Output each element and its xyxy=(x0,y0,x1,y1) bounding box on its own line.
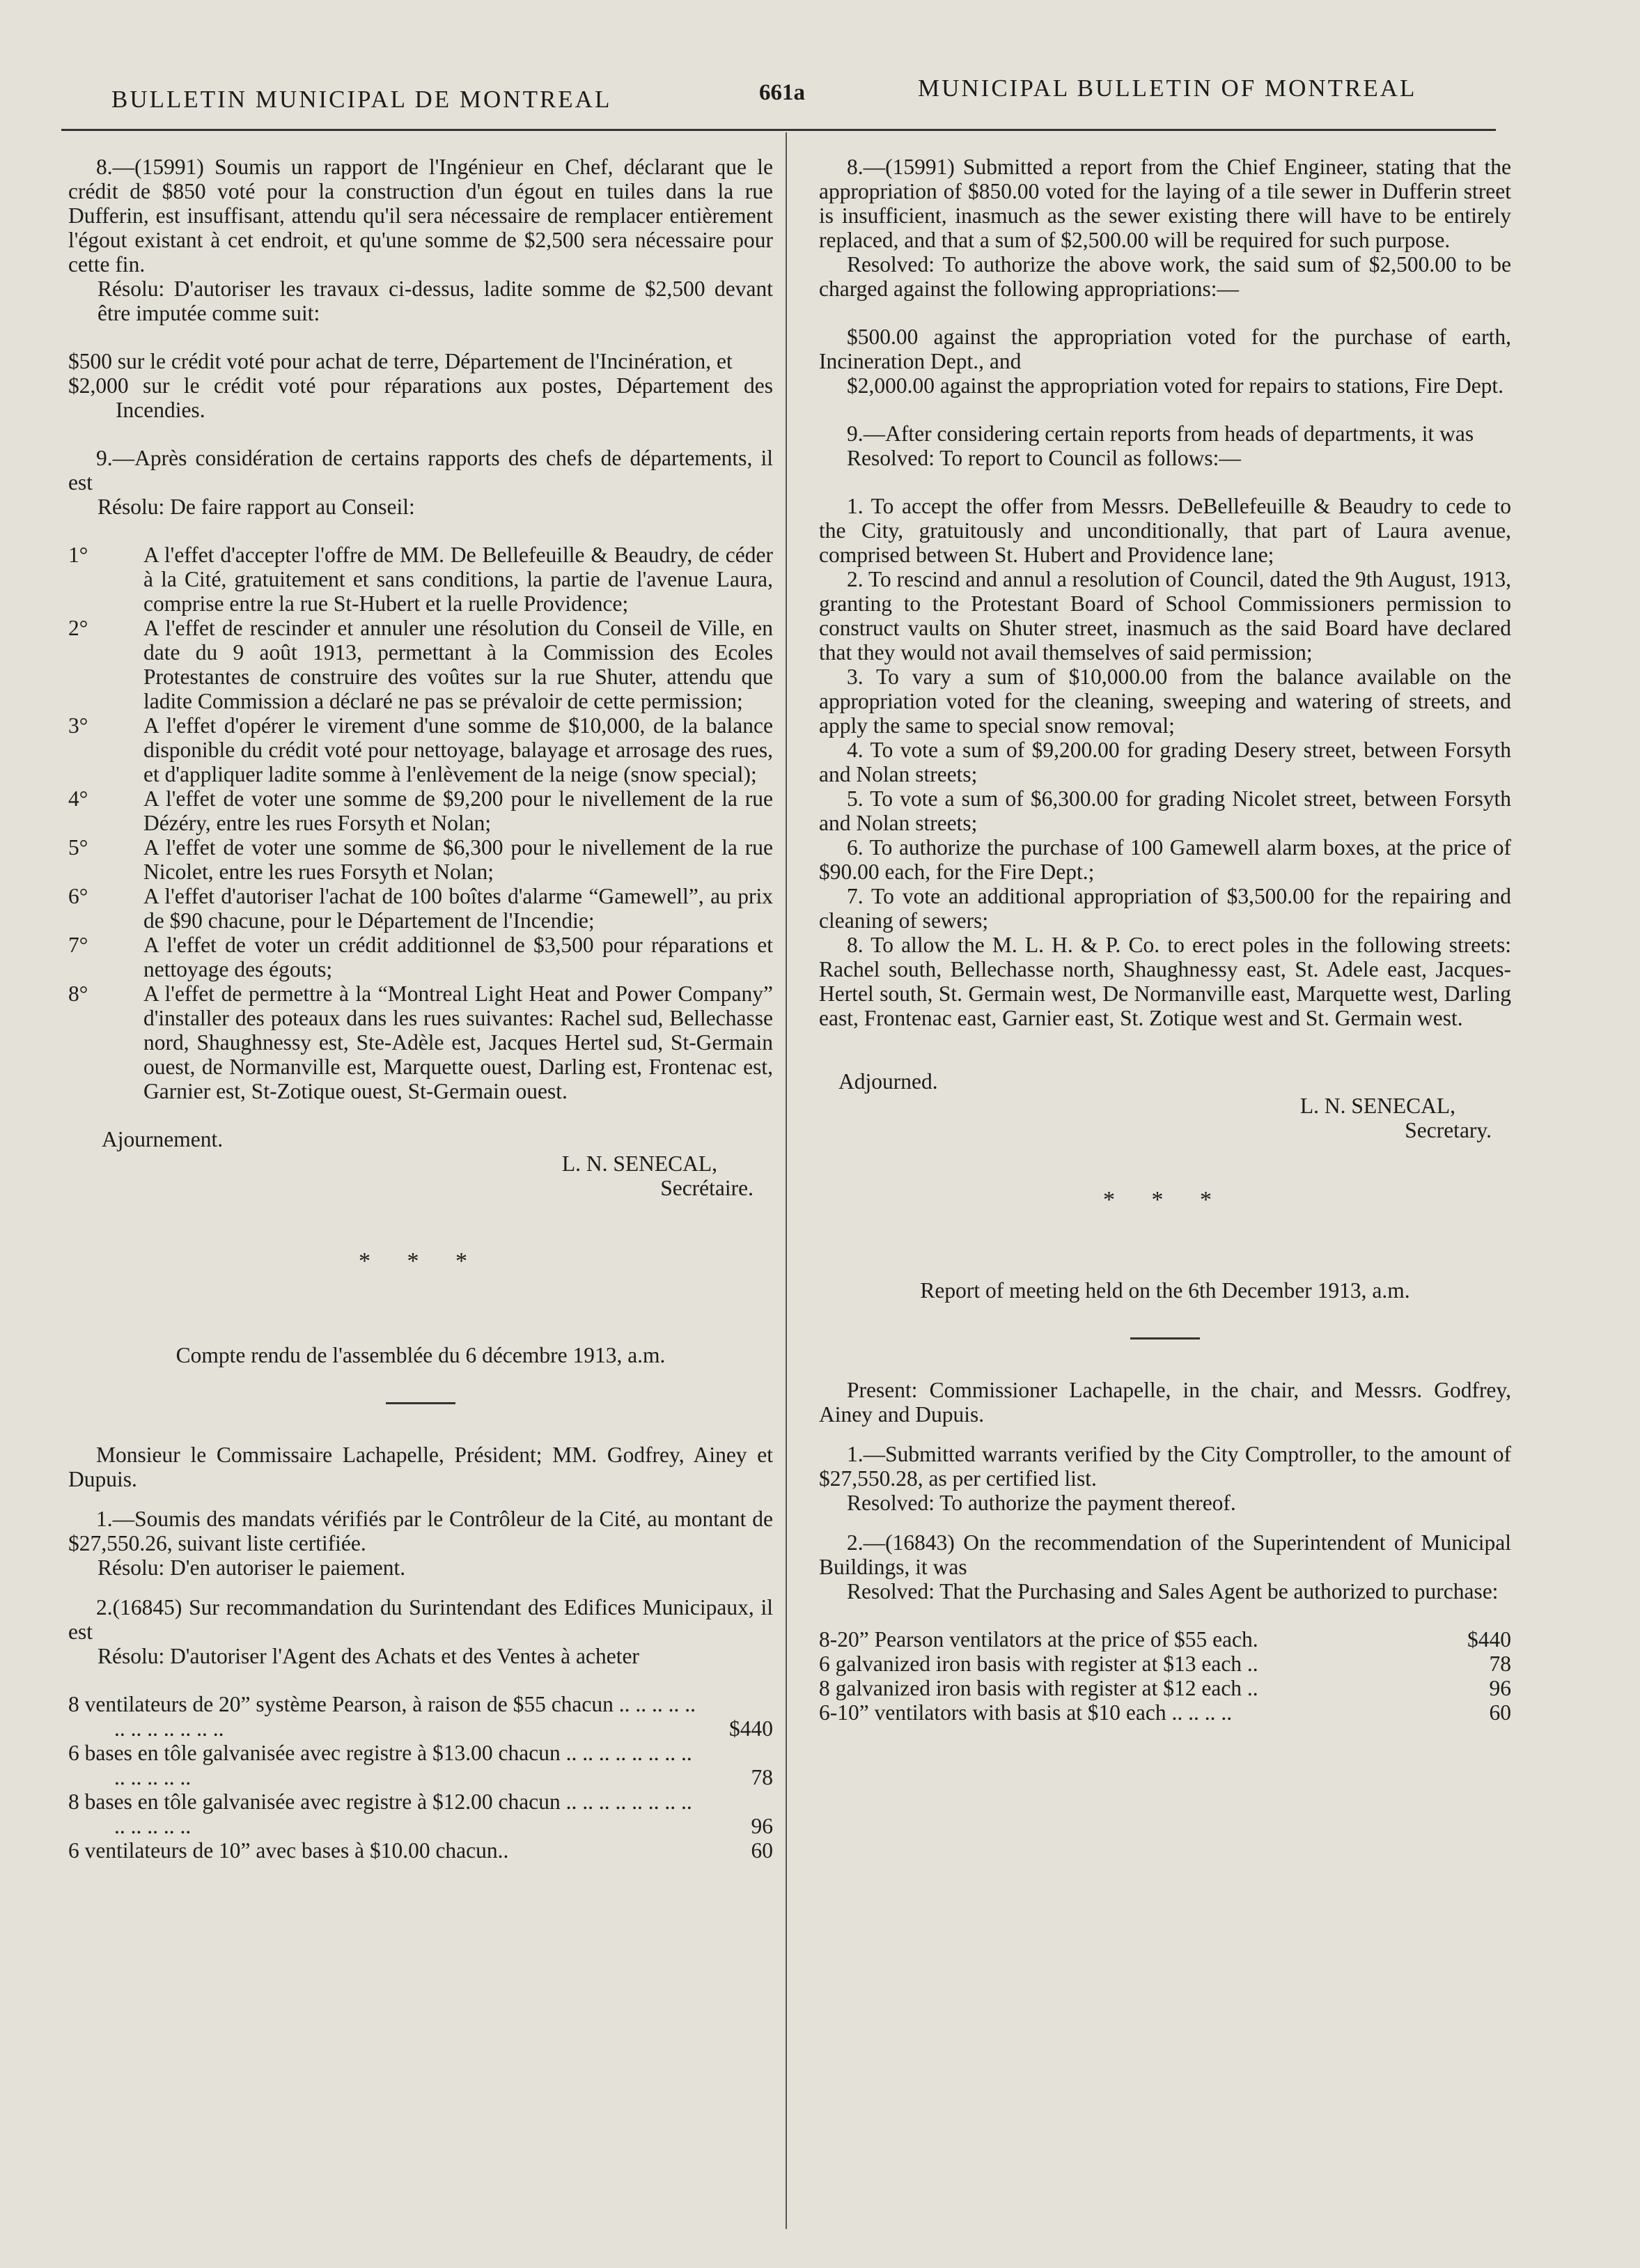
fr-list-text: A l'effet de permettre à la “Montreal Light Heat and Power Company” d'installer des poteaux dans les rues suivantes: Rachel sud, Bellechasse nord, Shaughnessy est, Ste-Adèle est, Jacques Hertel sud, St-Germain ouest, de Normanville est, Marquette ouest, Darling est, Frontenac est, Garnier est, St-Zotique ouest, St-Germain ouest. xyxy=(143,981,773,1103)
fr-purchase-desc: 8 bases en tôle galvanisée avec registre à $12.00 chacun .. .. .. .. .. .. .. .. .. .. .. .. .. xyxy=(68,1789,692,1838)
en-purchase-row xyxy=(819,1652,1511,1676)
fr-purchase-row xyxy=(68,1741,773,1789)
en-item8-resolved: Resolved: To authorize the above work, the said sum of $2,500.00 to be charged against the following appropriations:— xyxy=(819,252,1511,301)
en-purchase-desc: 6 galvanized iron basis with register at $13 each .. xyxy=(819,1652,1258,1676)
fr-purchase-amount: 60 xyxy=(751,1838,773,1863)
fr-purchase-row xyxy=(68,1789,773,1838)
en-list-item: 3. To vary a sum of $10,000.00 from the balance available on the appropriation voted for the cleaning, sweeping and watering of streets, and apply the same to special snow removal; xyxy=(819,665,1511,738)
fr-list-item xyxy=(68,713,773,786)
fr-item8-text: 8.—(15991) Soumis un rapport de l'Ingénieur en Chef, déclarant que le crédit de $850 voté pour la construction d'un égout en tuiles dans la rue Dufferin, est insuffisant, attendu qu'il sera nécessaire de remplacer entièrement l'égout existant à cet endroit, et qu'une somme de $2,500 sera nécessaire pour cette fin. xyxy=(68,155,773,277)
fr-m1-resolu: Résolu: D'en autoriser le paiement. xyxy=(97,1555,406,1580)
header-title-en: MUNICIPAL BULLETIN OF MONTREAL xyxy=(918,75,1417,102)
fr-list-num: 7° xyxy=(68,933,88,957)
fr-list-item xyxy=(68,884,773,933)
fr-list-text: A l'effet de rescinder et annuler une résolution du Conseil de Ville, en date du 9 août 1913, permettant à la Commission des Ecoles Protestantes de construire des voûtes sur la rue Shuter, attendu que ladite Commission a déclaré ne pas se prévaloir de cette permission; xyxy=(143,616,773,713)
fr-adjourn: Ajournement. xyxy=(102,1127,224,1151)
fr-purchase-desc: 8 ventilateurs de 20” système Pearson, à raison de $55 chacun .. .. .. .. .. .. .. .. .. .. .. .. xyxy=(68,1692,696,1741)
en-item9-text: 9.—After considering certain reports from heads of departments, it was xyxy=(847,421,1474,446)
fr-list-text: A l'effet d'accepter l'offre de MM. De Bellefeuille & Beaudry, de céder à la Cité, gratuitement et sans conditions, la partie de l'avenue Laura, comprise entre la rue St-Hubert et la ruelle Providence; xyxy=(143,543,773,616)
fr-alloc-2: $2,000 sur le crédit voté pour réparations aux postes, Département des Incendies. xyxy=(68,373,773,422)
en-list-item: 7. To vote an additional appropriation of $3,500.00 for the repairing and cleaning of sewers; xyxy=(819,884,1511,933)
en-alloc-1: $500.00 against the appropriation voted for the purchase of earth, Incineration Dept., and xyxy=(819,325,1511,373)
en-stars: * * * xyxy=(1103,1187,1227,1213)
column-english xyxy=(819,155,1511,1725)
en-item9-resolved: Resolved: To report to Council as follows:— xyxy=(847,446,1241,470)
fr-list-text: A l'effet de voter une somme de $6,300 pour le nivellement de la rue Nicolet, entre les rues Forsyth et Nolan; xyxy=(143,835,773,884)
fr-list-num: 8° xyxy=(68,981,88,1006)
en-list-item: 2. To rescind and annul a resolution of Council, dated the 9th August, 1913, granting to the Protestant Board of School Commissioners permission to construct vaults on Shuter street, inasmuch as the said Board have declared that they would not avail themselves of said permission; xyxy=(819,567,1511,665)
en-m2-text: 2.—(16843) On the recommendation of the Superintendent of Municipal Buildings, it was xyxy=(819,1530,1511,1579)
fr-purchase-desc: 6 ventilateurs de 10” avec bases à $10.00 chacun.. xyxy=(68,1838,509,1863)
fr-present: Monsieur le Commissaire Lachapelle, Président; MM. Godfrey, Ainey et Dupuis. xyxy=(68,1443,773,1491)
page-number: 661a xyxy=(759,80,805,105)
fr-meeting-title: Compte rendu de l'assemblée du 6 décembre 1913, a.m. xyxy=(175,1343,666,1367)
header-title-fr: BULLETIN MUNICIPAL DE MONTREAL xyxy=(111,86,612,113)
en-purchase-desc: 8-20” Pearson ventilators at the price of $55 each. xyxy=(819,1627,1258,1652)
en-item8-text: 8.—(15991) Submitted a report from the Chief Engineer, stating that the appropriation of $850.00 voted for the laying of a tile sewer in Dufferin street is insufficient, inasmuch as the sewer existing there will have to be entirely replaced, and that a sum of $2,500.00 will be required for such purpose. xyxy=(819,155,1511,252)
fr-list-item xyxy=(68,981,773,1103)
en-purchase-row xyxy=(819,1676,1511,1700)
fr-signer-title: Secrétaire. xyxy=(660,1176,753,1200)
en-alloc-2: $2,000.00 against the appropriation voted for repairs to stations, Fire Dept. xyxy=(847,373,1504,398)
header-rule xyxy=(61,129,1496,131)
en-m2-resolved: Resolved: That the Purchasing and Sales Agent be authorized to purchase: xyxy=(847,1579,1499,1603)
en-purchase-desc: 6-10” ventilators with basis at $10 each .. .. .. .. xyxy=(819,1700,1233,1725)
fr-signer-name: L. N. SENECAL, xyxy=(561,1151,717,1176)
en-list-item: 8. To allow the M. L. H. & P. Co. to erect poles in the following streets: Rachel south, Bellechasse north, Shaughnessy east, St. Adele east, Jacques-Hertel south, St. Germain west, De Normanville east, Marquette west, Darling east, Frontenac east, Garnier east, St. Zotique west and St. Germain west. xyxy=(819,933,1511,1030)
fr-purchase-desc: 6 bases en tôle galvanisée avec registre à $13.00 chacun .. .. .. .. .. .. .. .. .. .. .. .. .. xyxy=(68,1741,692,1789)
column-divider xyxy=(786,132,787,2229)
en-purchase-row xyxy=(819,1627,1511,1652)
page-header xyxy=(0,66,1640,129)
column-french xyxy=(68,155,773,1863)
fr-list-item xyxy=(68,933,773,981)
fr-purchase-amount: 96 xyxy=(751,1814,773,1838)
fr-item8-resolu: Résolu: D'autoriser les travaux ci-dessus, ladite somme de $2,500 devant être imputée comme suit: xyxy=(97,277,773,325)
fr-list-item xyxy=(68,616,773,713)
fr-signature xyxy=(68,1151,773,1200)
fr-list-num: 4° xyxy=(68,786,88,811)
en-signer-title: Secretary. xyxy=(1405,1118,1492,1142)
en-purchase-amount: 60 xyxy=(1489,1700,1511,1725)
fr-alloc-1: $500 sur le crédit voté pour achat de terre, Département de l'Incinération, et xyxy=(68,349,733,373)
en-signature xyxy=(819,1094,1511,1142)
fr-stars: * * * xyxy=(359,1248,483,1274)
fr-list-num: 3° xyxy=(68,713,88,738)
fr-list-num: 1° xyxy=(68,543,88,567)
fr-purchase-amount: 78 xyxy=(751,1765,773,1789)
en-purchase-amount: 96 xyxy=(1489,1676,1511,1700)
fr-list-item xyxy=(68,786,773,835)
en-purchase-amount: $440 xyxy=(1467,1627,1511,1652)
en-adjourn: Adjourned. xyxy=(838,1069,938,1094)
en-m1-text: 1.—Submitted warrants verified by the City Comptroller, to the amount of $27,550.28, as per certified list. xyxy=(819,1442,1511,1491)
fr-list-num: 6° xyxy=(68,884,88,908)
en-list-item: 6. To authorize the purchase of 100 Gamewell alarm boxes, at the price of $90.00 each, for the Fire Dept.; xyxy=(819,835,1511,884)
fr-purchase-amount: $440 xyxy=(729,1716,773,1741)
en-purchase-row xyxy=(819,1700,1511,1725)
fr-list-item xyxy=(68,835,773,884)
en-list-item: 1. To accept the offer from Messrs. DeBellefeuille & Beaudry to cede to the City, gratuitously and unconditionally, that part of Laura avenue, comprised between St. Hubert and Providence lane; xyxy=(819,494,1511,567)
en-signer-name: L. N. SENECAL, xyxy=(1299,1094,1455,1118)
en-m1-resolved: Resolved: To authorize the payment thereof. xyxy=(847,1491,1236,1515)
fr-list-text: A l'effet de voter un crédit additionnel de $3,500 pour réparations et nettoyage des égouts; xyxy=(143,933,773,981)
en-purchase-desc: 8 galvanized iron basis with register at $12 each .. xyxy=(819,1676,1258,1700)
fr-list-text: A l'effet d'opérer le virement d'une somme de $10,000, de la balance disponible du crédit voté pour nettoyage, balayage et arrosage des rues, et d'appliquer ladite somme à l'enlèvement de la neige (snow special); xyxy=(143,713,773,786)
fr-list-item xyxy=(68,543,773,616)
en-list-item: 5. To vote a sum of $6,300.00 for grading Nicolet street, between Forsyth and Nolan streets; xyxy=(819,786,1511,835)
fr-item9-text: 9.—Après considération de certains rapports des chefs de départements, il est xyxy=(68,446,773,495)
fr-m2-resolu: Résolu: D'autoriser l'Agent des Achats et des Ventes à acheter xyxy=(97,1644,639,1668)
fr-m2-text: 2.(16845) Sur recommandation du Surintendant des Edifices Municipaux, il est xyxy=(68,1595,773,1644)
en-meeting-title: Report of meeting held on the 6th December 1913, a.m. xyxy=(920,1278,1410,1303)
en-present: Present: Commissioner Lachapelle, in the chair, and Messrs. Godfrey, Ainey and Dupuis. xyxy=(819,1378,1511,1427)
fr-m1-text: 1.—Soumis des mandats vérifiés par le Contrôleur de la Cité, au montant de $27,550.26, suivant liste certifiée. xyxy=(68,1507,773,1555)
fr-list-num: 2° xyxy=(68,616,88,640)
fr-list-num: 5° xyxy=(68,835,88,860)
en-list-item: 4. To vote a sum of $9,200.00 for grading Desery street, between Forsyth and Nolan streets; xyxy=(819,738,1511,786)
en-purchase-amount: 78 xyxy=(1489,1652,1511,1676)
fr-purchase-row xyxy=(68,1838,773,1863)
fr-list-text: A l'effet de voter une somme de $9,200 pour le nivellement de la rue Dézéry, entre les rues Forsyth et Nolan; xyxy=(143,786,773,835)
fr-list-text: A l'effet d'autoriser l'achat de 100 boîtes d'alarme “Gamewell”, au prix de $90 chacune, pour le Département de l'Incendie; xyxy=(143,884,773,933)
fr-purchase-row xyxy=(68,1692,773,1741)
fr-item9-resolu: Résolu: De faire rapport au Conseil: xyxy=(97,495,415,519)
